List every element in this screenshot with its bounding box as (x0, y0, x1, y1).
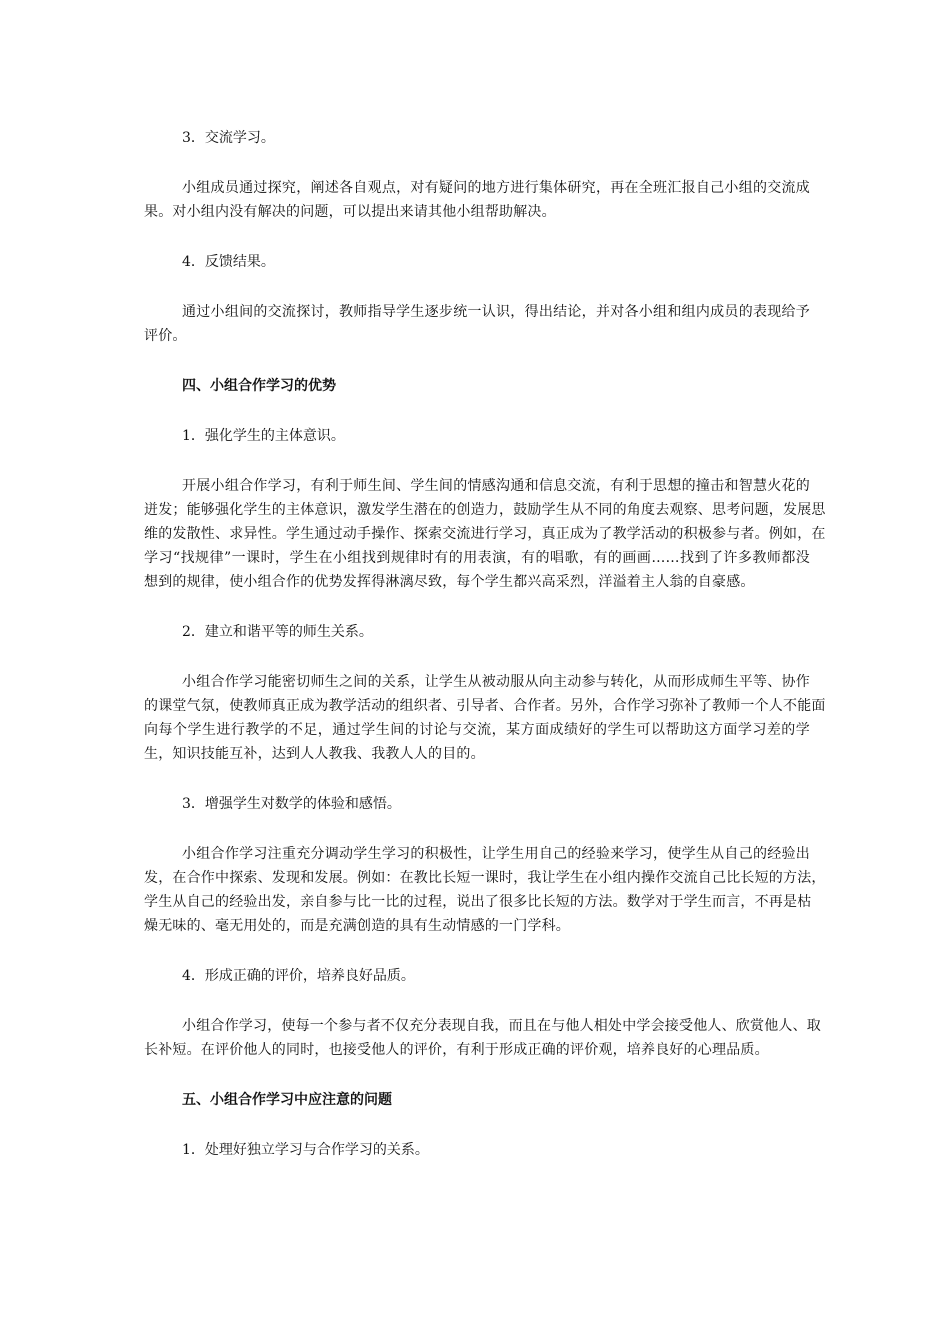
paragraph-line: 通过小组间的交流探讨，教师指导学生逐步统一认识，得出结论，并对各小组和组内成员的表现给予 (182, 304, 810, 320)
paragraph-line: 学生从自己的经验出发，亲自参与比一比的过程，说出了很多比长短的方法。数学对于学生而言，不再是枯 (144, 894, 812, 910)
paragraph-line: 小组合作学习注重充分调动学生学习的积极性，让学生用自己的经验来学习，使学生从自己的经验出 (182, 846, 810, 862)
list-item-exchange-learning: 3．交流学习。 (182, 130, 275, 146)
paragraph-math-experience (144, 842, 826, 938)
paragraph-line: 燥无味的、毫无用处的，而是充满创造的具有生动情感的一门学科。 (144, 918, 570, 934)
paragraph-line: 发，在合作中探索、发现和发展。例如：在教比长短一课时，我让学生在小组内操作交流自己比长短的方法， (144, 870, 826, 886)
paragraph-line: 的课堂气氛，使教师真正成为教学活动的组织者、引导者、合作者。另外，合作学习弥补了教师一个人不能面 (144, 698, 826, 714)
paragraph-line: 长补短。在评价他人的同时，也接受他人的评价，有利于形成正确的评价观，培养良好的心理品质。 (144, 1042, 769, 1058)
list-item-correct-evaluation: 4．形成正确的评价，培养良好品质。 (182, 968, 415, 984)
paragraph-line: 迸发；能够强化学生的主体意识，激发学生潜在的创造力，鼓励学生从不同的角度去观察、思考问题，发展思 (144, 502, 826, 518)
paragraph-line: 开展小组合作学习，有利于师生间、学生间的情感沟通和信息交流，有利于思想的撞击和智慧火花的 (182, 478, 810, 494)
paragraph-line: 评价。 (144, 328, 187, 344)
paragraph-line: 向每个学生进行教学的不足，通过学生间的讨论与交流，某方面成绩好的学生可以帮助这方面学习差的学 (144, 722, 810, 738)
paragraph-line: 小组合作学习能密切师生之间的关系，让学生从被动服从向主动参与转化，从而形成师生平等、协作 (182, 674, 810, 690)
document-body (144, 126, 826, 1162)
paragraph-teacher-student-relationship (144, 670, 826, 766)
list-item-teacher-student-relationship: 2．建立和谐平等的师生关系。 (182, 624, 373, 640)
paragraph-line: 小组成员通过探究，阐述各自观点，对有疑问的地方进行集体研究，再在全班汇报自己小组的交流成 (182, 180, 810, 196)
paragraph-student-subject-awareness (144, 474, 826, 594)
list-item-feedback-results: 4．反馈结果。 (182, 254, 275, 270)
paragraph-line: 生，知识技能互补，达到人人教我、我教人人的目的。 (144, 746, 485, 762)
paragraph-feedback-results (144, 300, 810, 348)
section-heading-advantages: 四、小组合作学习的优势 (182, 378, 336, 394)
paragraph-correct-evaluation (144, 1014, 821, 1062)
list-item-math-experience: 3．增强学生对数学的体验和感悟。 (182, 796, 401, 812)
paragraph-line: 想到的规律，使小组合作的优势发挥得淋漓尽致，每个学生都兴高采烈，洋溢着主人翁的自豪感。 (144, 574, 755, 590)
paragraph-line: 果。对小组内没有解决的问题，可以提出来请其他小组帮助解决。 (144, 204, 556, 220)
paragraph-exchange-learning (144, 176, 810, 224)
list-item-independent-vs-cooperative: 1．处理好独立学习与合作学习的关系。 (182, 1142, 429, 1158)
paragraph-line: 学习“找规律”一课时，学生在小组找到规律时有的用表演，有的唱歌，有的画画……找到了许多教师都没 (144, 550, 810, 566)
paragraph-line: 小组合作学习，使每一个参与者不仅充分表现自我，而且在与他人相处中学会接受他人、欣赏他人、取 (182, 1018, 821, 1034)
list-item-student-subject-awareness: 1．强化学生的主体意识。 (182, 428, 345, 444)
paragraph-line: 维的发散性、求异性。学生通过动手操作、探索交流进行学习，真正成为了教学活动的积极参与者。例如，在 (144, 526, 826, 542)
section-heading-attention-issues: 五、小组合作学习中应注意的问题 (182, 1092, 392, 1108)
